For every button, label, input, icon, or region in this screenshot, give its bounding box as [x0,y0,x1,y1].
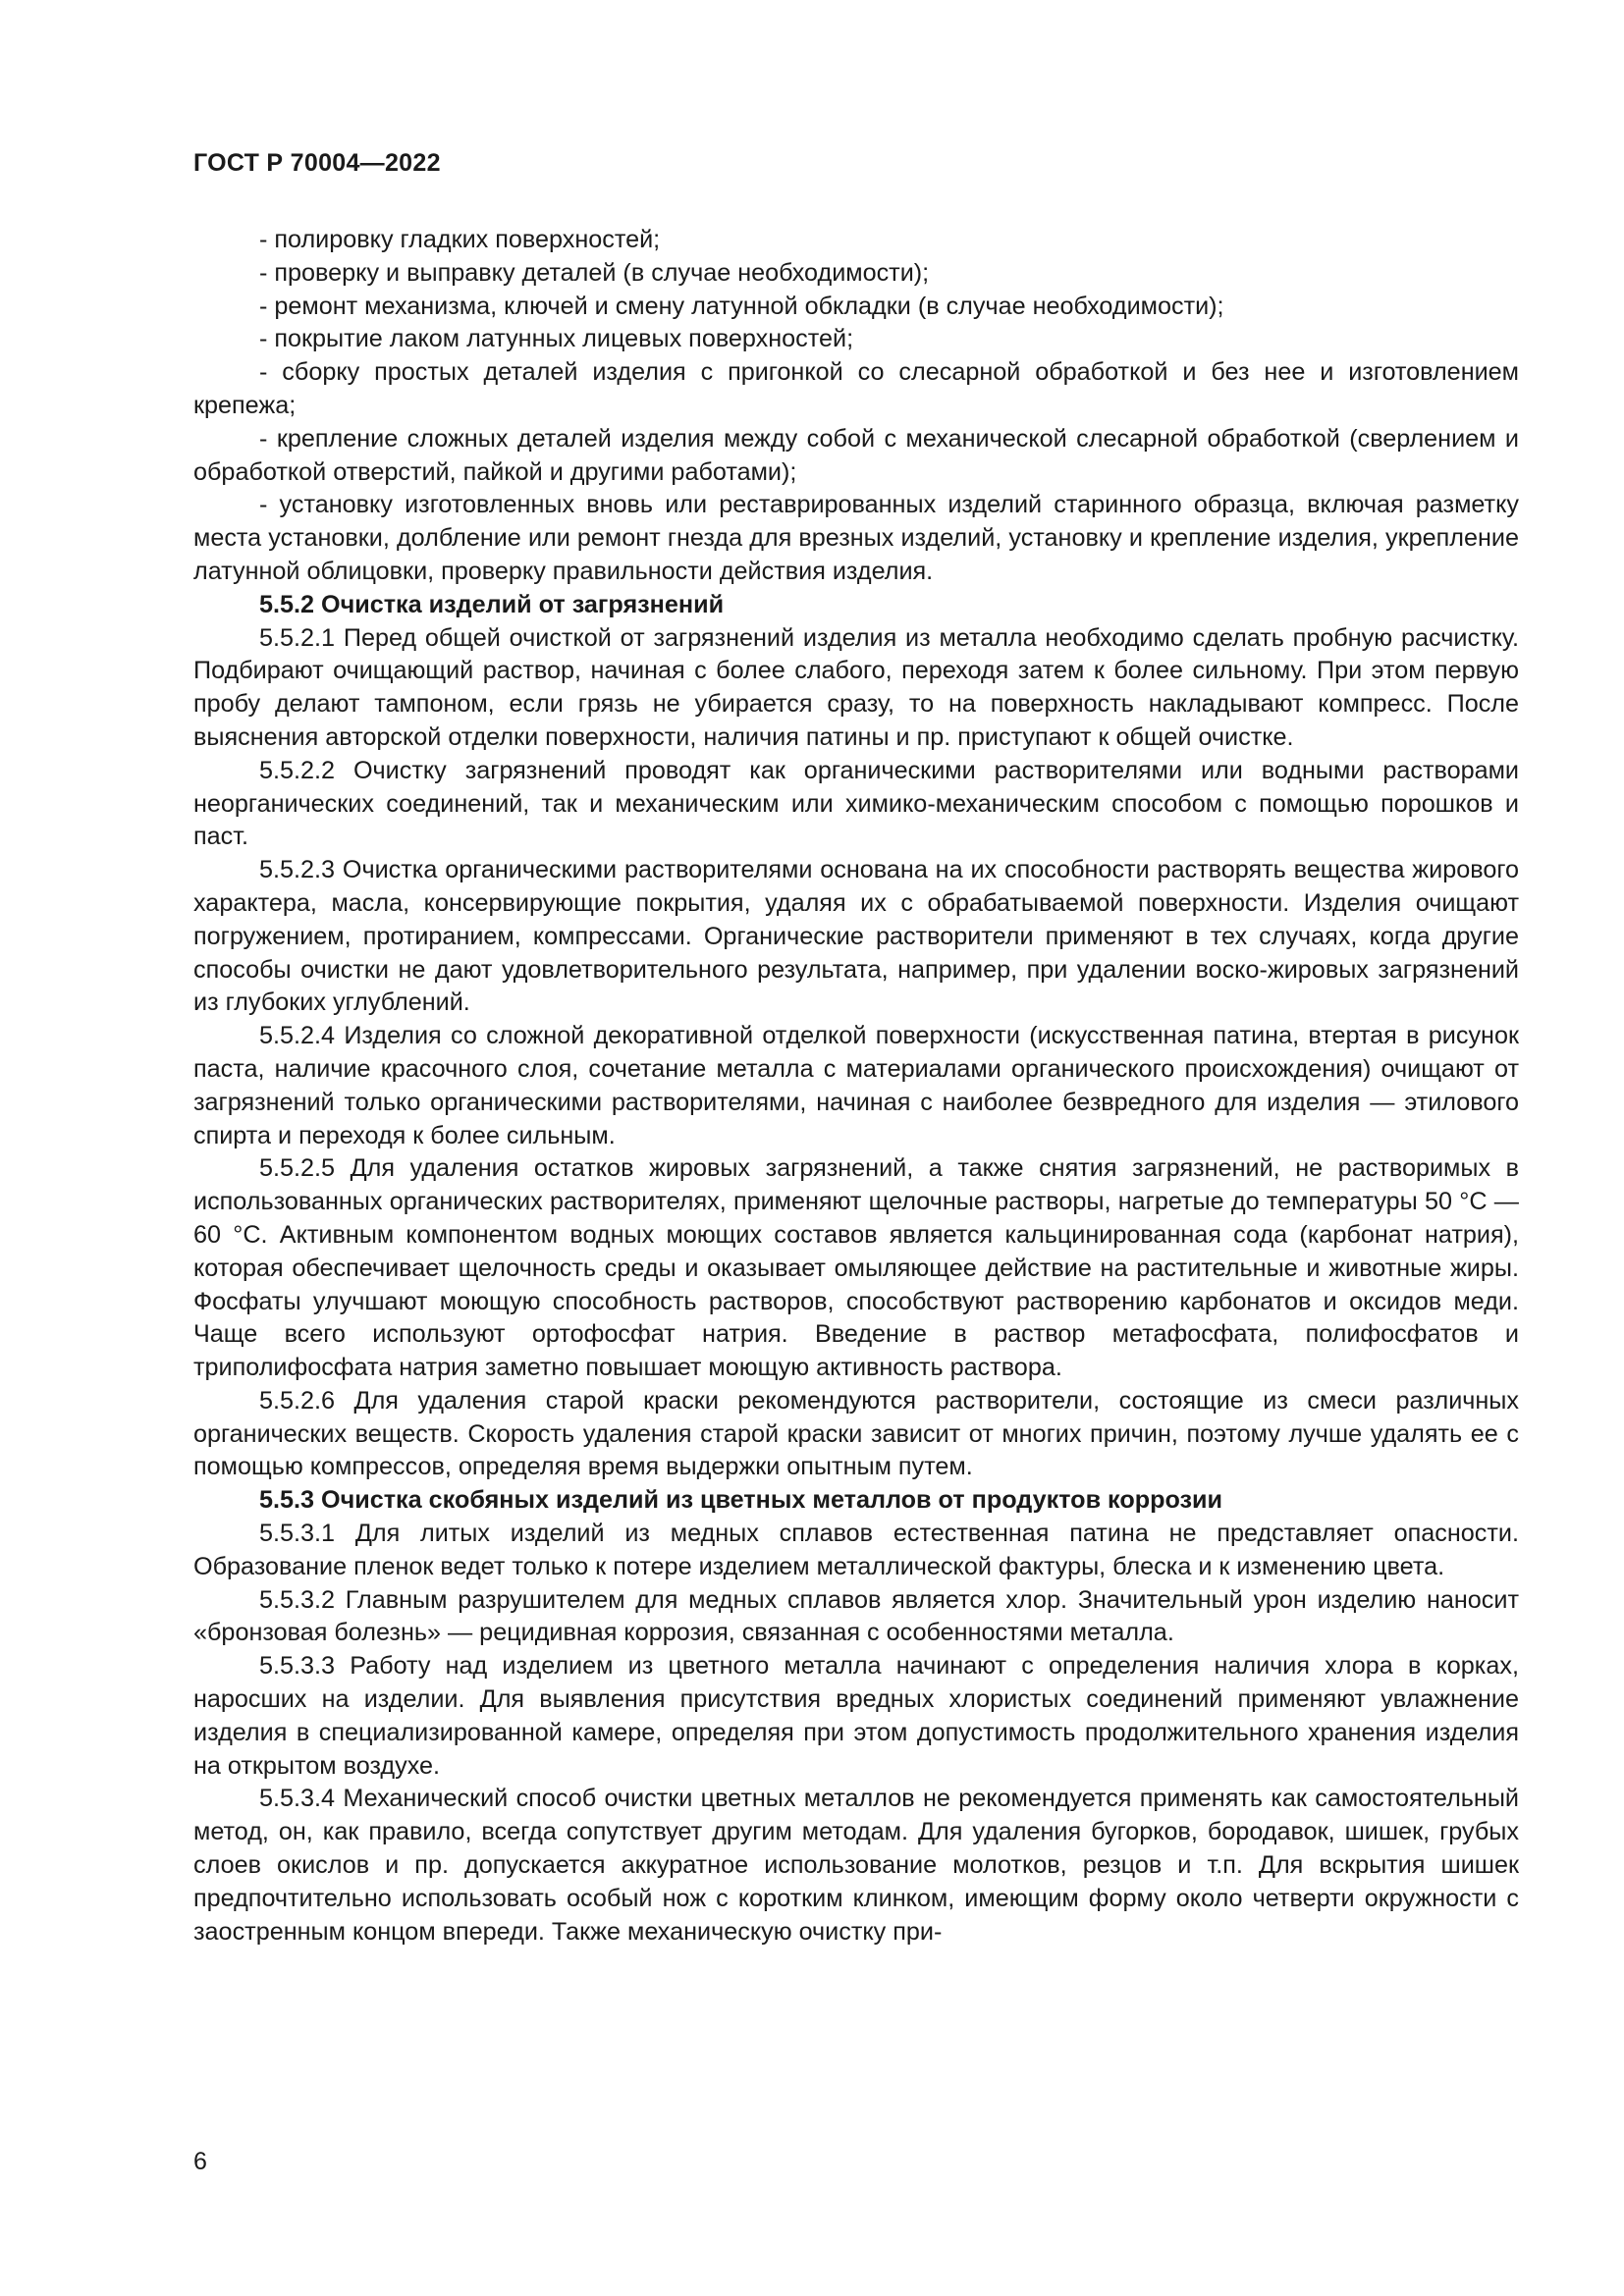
list-item: - покрытие лаком латунных лицевых поверхностей; [259,325,854,353]
list-item: - установку изготовленных вновь или реставрированных изделий старинного образца, включая разметку места установки, долбление или ремонт гнезда для врезных изделий, установку и крепление изделия, укрепление латунной облицовки, проверку правильности действия изделия. [193,491,1519,585]
paragraph: 5.5.2.5 Для удаления остатков жировых загрязнений, а также снятия загрязнений, не растворимых в использованных органических растворителях, применяют щелочные растворы, нагретые до температуры 50 °С — 60 °С. Активным компонентом водных моющих составов является кальцинированная сода (карбонат натрия), которая обеспечивает щелочность среды и оказывает омыляющее действие на растительные и животные жиры. Фосфаты улучшают моющую способность растворов, способствуют растворению карбонатов и оксидов меди. Чаще всего используют ортофосфат натрия. Введение в раствор метафосфата, полифосфатов и триполифосфата натрия заметно повышает моющую активность раствора. [193,1154,1519,1382]
page-number: 6 [193,2148,207,2175]
paragraph: 5.5.3.3 Работу над изделием из цветного металла начинают с определения наличия хлора в корках, наросших на изделии. Для выявления присутствия вредных хлористых соединений применяют увлажнение изделия в специализированной камере, определяя при этом допустимость продолжительного хранения изделия на открытом воздухе. [193,1652,1519,1780]
paragraph: 5.5.3.4 Механический способ очистки цветных металлов не рекомендуется применять как самостоятельный метод, он, как правило, всегда сопутствует другим методам. Для удаления бугорков, бородавок, шишек, грубых слоев окислов и пр. допускается аккуратное использование молотков, резцов и т.п. Для вскрытия шишек предпочтительно использовать особый нож с коротким клинком, имеющим форму около четверти окружности с заостренным концом впереди. Также механическую очистку при- [193,1785,1519,1946]
paragraph: 5.5.3.1 Для литых изделий из медных сплавов естественная патина не представляет опасности. Образование пленок ведет только к потере изделием металлической фактуры, блеска и к изменению цвета. [193,1520,1519,1580]
list-item: - сборку простых деталей изделия с пригонкой со слесарной обработкой и без нее и изготовлением крепежа; [193,358,1519,419]
paragraph: 5.5.2.1 Перед общей очисткой от загрязнений изделия из металла необходимо сделать пробную расчистку. Подбирают очищающий раствор, начиная с более слабого, переходя затем к более сильному. При этом первую пробу делают тампоном, если грязь не убирается сразу, то на поверхность накладывают компресс. После выяснения авторской отделки поверхности, наличия патины и пр. приступают к общей очистке. [193,623,1519,751]
list-item: - крепление сложных деталей изделия между собой с механической слесарной обработкой (сверлением и обработкой отверстий, пайкой и другими работами); [193,424,1519,486]
paragraph: 5.5.3.2 Главным разрушителем для медных сплавов является хлор. Значительный урон изделию наносит «бронзовая болезнь» — рецидивная коррозия, связанная с особенностями металла. [193,1585,1519,1647]
document-header: ГОСТ Р 70004—2022 [193,149,441,177]
list-item: - полировку гладких поверхностей; [259,226,661,253]
section-heading: 5.5.2 Очистка изделий от загрязнений [259,590,725,618]
document-body [193,224,1519,1949]
paragraph: 5.5.2.4 Изделия со сложной декоративной отделкой поверхности (искусственная патина, втертая в рисунок паста, наличие красочного слоя, сочетание металла с материалами органического происхождения) очищают от загрязнений только органическими растворителями, начиная с наиболее безвредного для изделия — этилового спирта и переходя к более сильным. [193,1022,1519,1149]
list-item: - проверку и выправку деталей (в случае необходимости); [259,258,930,287]
paragraph: 5.5.2.2 Очистку загрязнений проводят как органическими растворителями или водными растворами неорганических соединений, так и механическим или химико-механическим способом с помощью порошков и паст. [193,756,1519,851]
paragraph: 5.5.2.3 Очистка органическими растворителями основана на их способности растворять вещества жирового характера, масла, консервирующие покрытия, удаляя их с обрабатываемой поверхности. Изделия очищают погружением, протиранием, компрессами. Органические растворители применяют в тех случаях, когда другие способы очистки не дают удовлетворительного результата, например, при удалении воско-жировых загрязнений из глубоких углублений. [193,856,1519,1017]
paragraph: 5.5.2.6 Для удаления старой краски рекомендуются растворители, состоящие из смеси различных органических веществ. Скорость удаления старой краски зависит от многих причин, поэтому лучше удалять ее с помощью компрессов, определяя время выдержки опытным путем. [193,1386,1519,1481]
section-heading: 5.5.3 Очистка скобяных изделий из цветных металлов от продуктов коррозии [259,1486,1223,1515]
list-item: - ремонт механизма, ключей и смену латунной обкладки (в случае необходимости); [259,292,1224,320]
